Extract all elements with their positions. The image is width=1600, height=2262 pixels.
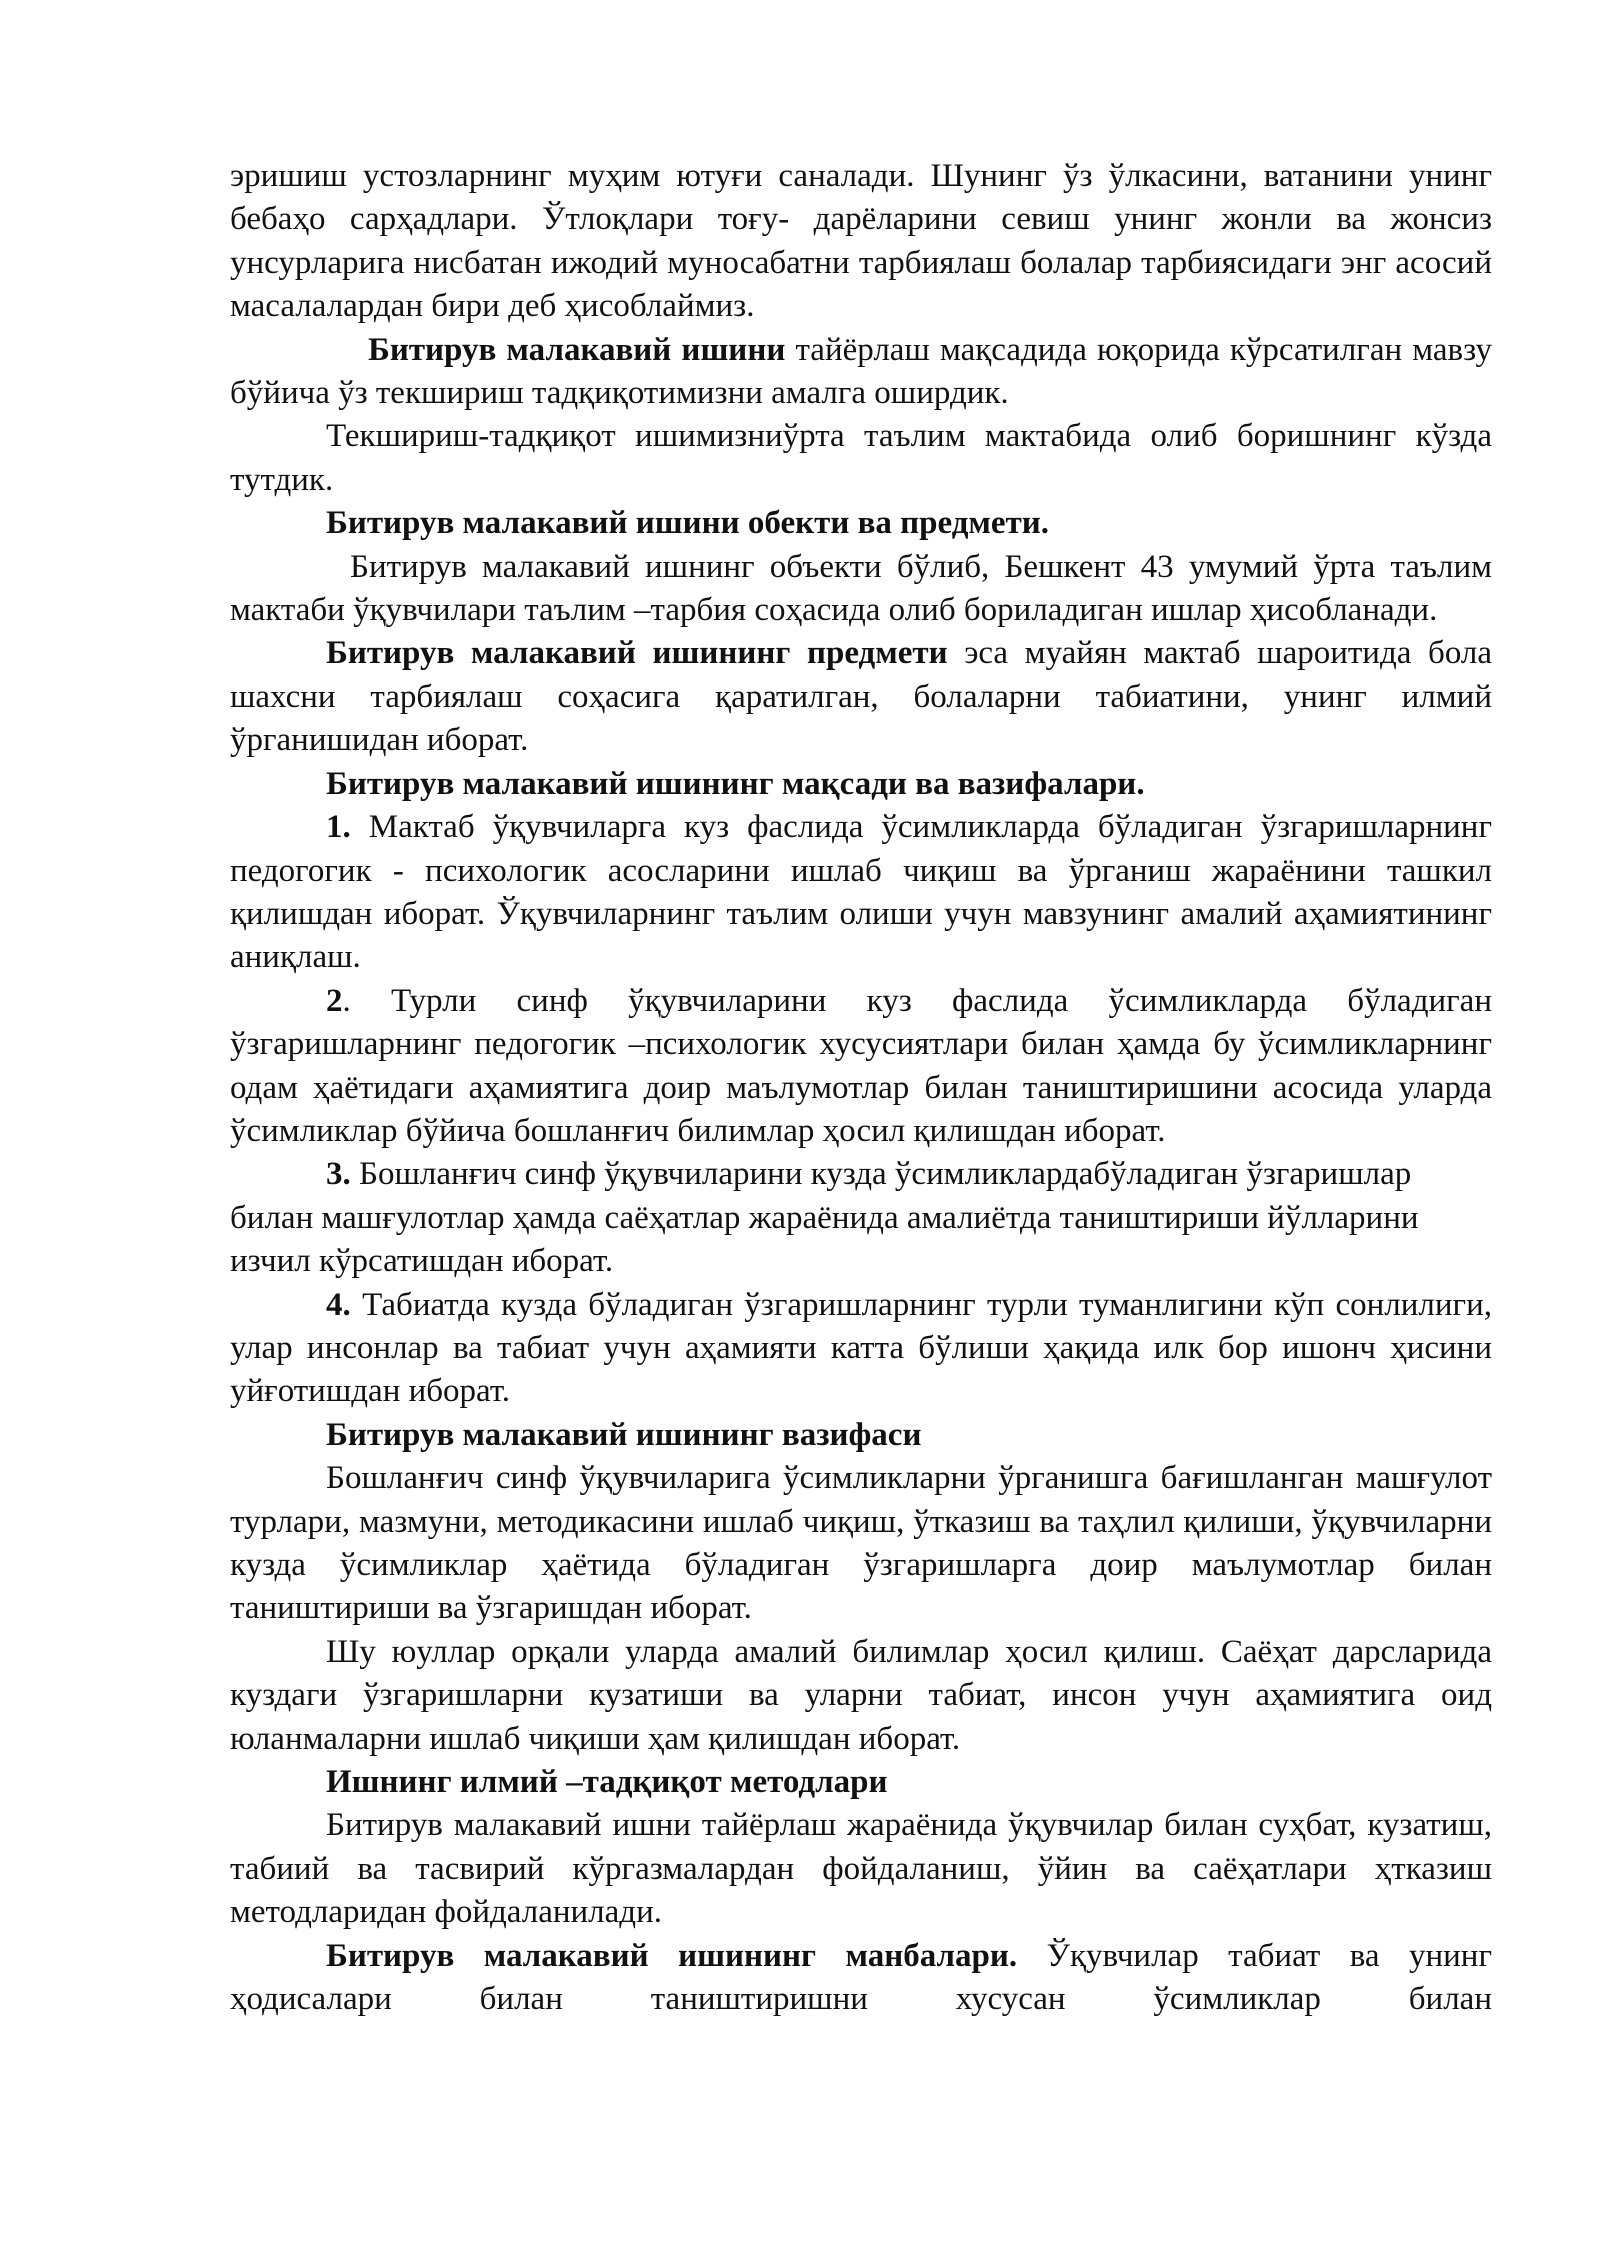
heading-task: Битирув малакавий ишининг вазифаси [326, 1416, 922, 1453]
list-item-4 [230, 1284, 1492, 1414]
paragraph-methods: Битирув малакавий ишни тайёрлаш жараёнида ўқувчилар билан суҳбат, кузатиш, табиий ва тасвирий кўргазмалардан фойдаланиш, ўйин ва саёҳатлари ҳтказиш методларидан фойдаланилади. [230, 1807, 1492, 1931]
paragraph-intro: эришиш устозларнинг муҳим ютуғи саналади. Шунинг ўз ўлкасини, ватанини унинг бебаҳо сарҳадлари. Ўтлоқлари тоғу- дарёларини севиш унинг жонли ва жонсиз унсурларига нисбатан ижодий муносабатни тарбиялаш болалар тарбиясидаги энг асосий масалалардан бири деб ҳисоблаймиз. [230, 158, 1492, 325]
list-item-3 [230, 1153, 1492, 1283]
paragraph-subject [230, 632, 1492, 762]
list-item-2 [230, 980, 1492, 1154]
paragraph-task: Бошланғич синф ўқувчиларига ўсимликларни ўрганишга бағишланган машғулот турлари, мазмуни, методикасини ишлаб чиқиш, ўтказиш ва таҳлил қилиши, ўқувчиларни кузда ўсимликлар ҳаётида бўладиган ўзгаришларга доир маълумотлар билан таништириши ва ўзгаришдан иборат. [230, 1460, 1492, 1627]
paragraph-text: эса муайян мактаб шароитида бола шахсни тарбиялаш соҳасига қаратилган, болаларни табиатини, унинг илмий ўрганишидан иборат. [230, 635, 1492, 759]
paragraph-object: Битирув малакавий ишнинг объекти бўлиб, Бешкент 43 умумий ўрта таълим мактаби ўқувчилари таълим –тарбия соҳасида олиб бориладиган ишлар ҳисобланади. [230, 548, 1492, 629]
list-text: Табиатда кузда бўладиган ўзгаришларнинг турли туманлигини кўп сонлилиги, улар инсонлар ва табиат учун аҳамияти катта бўлиши ҳақида илк бор ишонч ҳисини уйғотишдан иборат. [230, 1286, 1492, 1410]
bold-lead: Битирув малакавий ишини [368, 331, 786, 368]
list-text: Мактаб ўқувчиларга куз фаслида ўсимликларда бўладиган ўзгаришларнинг педогогик - психологик асосларини ишлаб чиқиш ва ўрганиш жараёнини ташкил қилишдан иборат. Ўқувчиларнинг таълим олиши учун мавзунинг амалий аҳамиятининг аниқлаш. [230, 809, 1492, 976]
list-text: Бошланғич синф ўқувчиларини кузда ўсимликлардабўладиган ўзгаришлар билан машғулотлар ҳамда саёҳатлар жараёнида амалиётда таништириши йўлларини изчил кўрсатишдан иборат. [230, 1156, 1419, 1280]
bold-lead: Битирув малакавий ишининг манбалари. [326, 1937, 1018, 1974]
paragraph-goal [230, 329, 1492, 416]
paragraph-text: тайёрлаш мақсадида юқорида кўрсатилган мавзу бўйича ўз текшириш тадқиқотимизни амалга оширдик. [230, 331, 1492, 412]
heading-goals-tasks: Битирув малакавий ишининг мақсади ва вазифалари. [326, 765, 1145, 802]
paragraph-sources [230, 1935, 1492, 2022]
paragraph-research: Текшириш-тадқиқот ишимизниўрта таълим мактабида олиб боришнинг кўзда тутдик. [230, 418, 1492, 498]
list-item-1 [230, 806, 1492, 980]
paragraph-practical: Шу юуллар орқали уларда амалий билимлар ҳосил қилиш. Саёҳат дарсларида куздаги ўзгаришларни кузатиши ва уларни табиат, инсон учун аҳамиятига оид юланмаларни ишлаб чиқиши ҳам қилишдан иборат. [230, 1633, 1492, 1757]
list-number: 4. [326, 1286, 351, 1323]
list-number: 2 [326, 982, 343, 1019]
list-number: 1. [326, 809, 351, 846]
bold-lead: Битирув малакавий ишининг предмети [326, 635, 948, 672]
list-number: 3. [326, 1156, 351, 1193]
list-text: . Турли синф ўқувчиларини куз фаслида ўсимликларда бўладиган ўзгаришларнинг педогогик –психологик хусусиятлари билан ҳамда бу ўсимликларнинг одам ҳаётидаги аҳамиятига доир маълумотлар билан таништиришини асосида уларда ўсимликлар бўйича бошланғич билимлар ҳосил қилишдан иборат. [230, 982, 1492, 1149]
paragraph-text: Ўқувчилар табиат ва унинг ҳодисалари билан таништиришни хусусан ўсимликлар билан [230, 1937, 1492, 2018]
document-page [230, 155, 1492, 2021]
heading-methods: Ишнинг илмий –тадқиқот методлари [326, 1764, 888, 1801]
heading-object-subject: Битирув малакавий ишини обекти ва предмети. [326, 505, 1050, 542]
